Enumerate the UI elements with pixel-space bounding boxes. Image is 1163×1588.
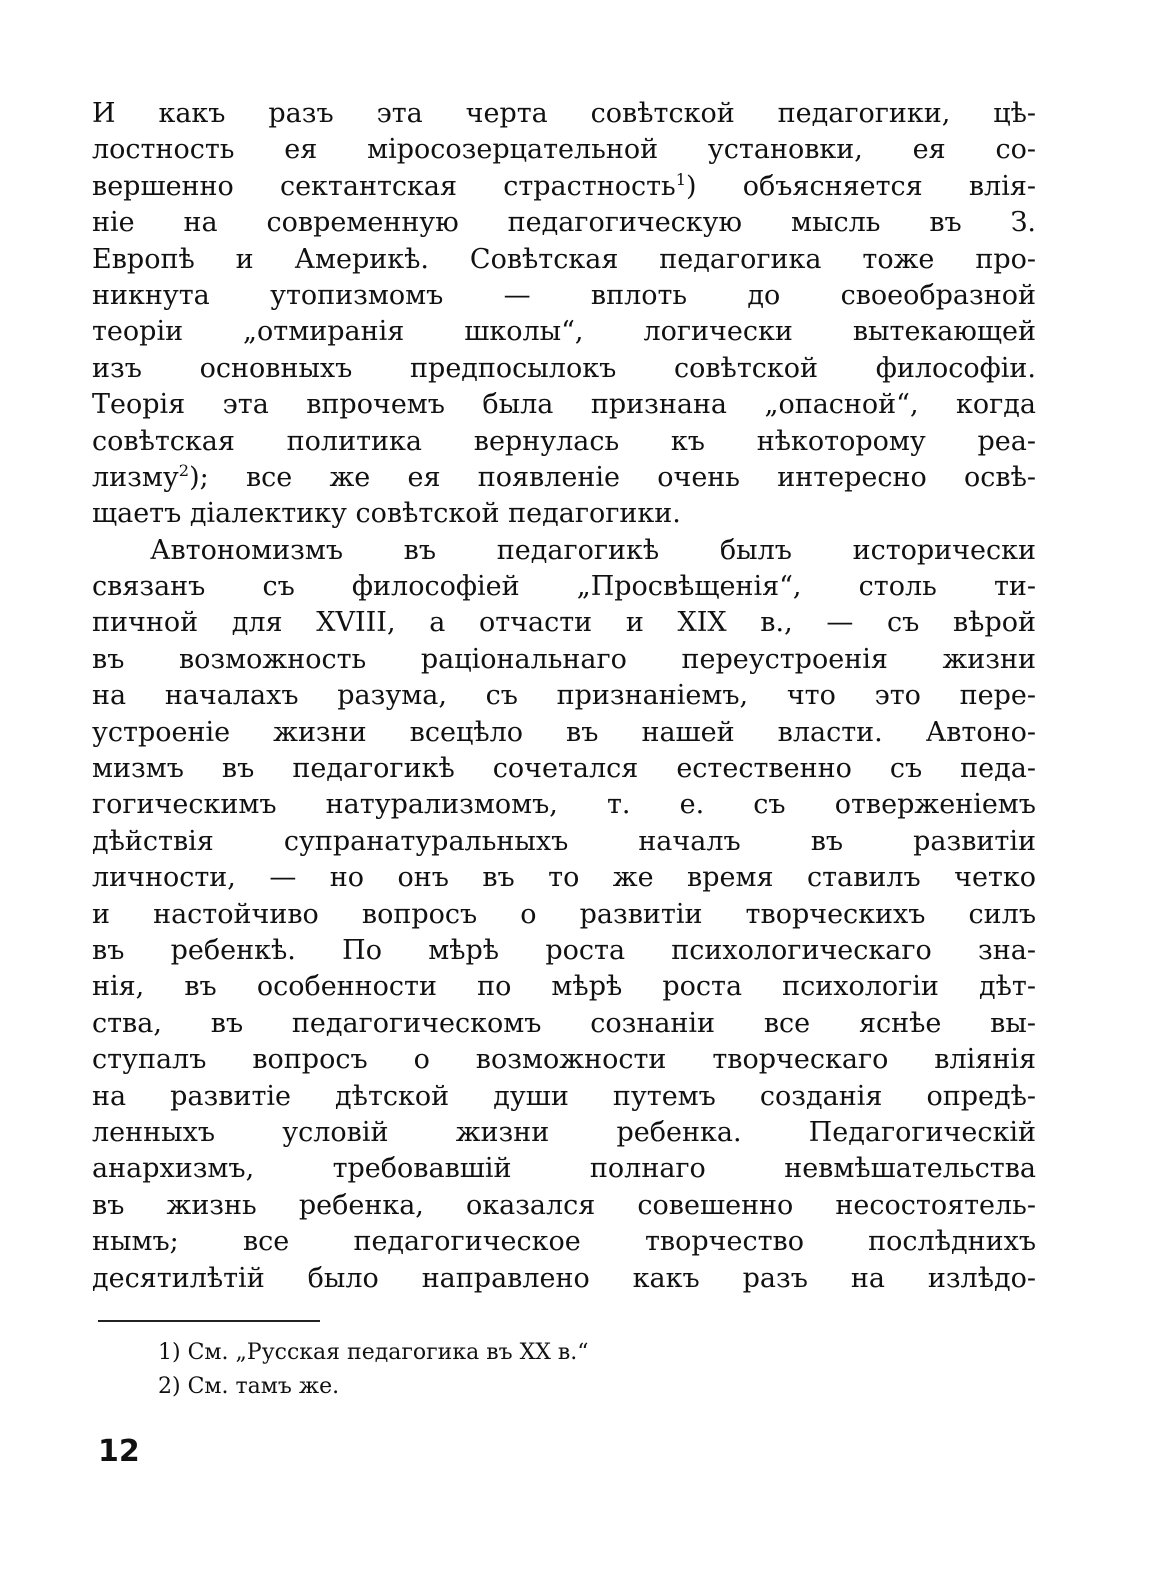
text-line: Теорія эта впрочемъ была признана „опасной“, когда (92, 389, 1036, 421)
body-text (92, 96, 1036, 1297)
text-line: никнута утопизмомъ — вплоть до своеобразной (92, 279, 1036, 311)
text-line: въ ребенкѣ. По мѣрѣ роста психологическаго зна- (92, 934, 1036, 966)
text-line: личности, — но онъ въ то же время ставилъ четко (92, 862, 1036, 894)
text-line: совѣтская политика вернулась къ нѣкоторому реа- (92, 425, 1036, 457)
text-line: въ жизнь ребенка, оказался совешенно несостоятель- (92, 1189, 1036, 1221)
text-line-indented: Автономизмъ въ педагогикѣ былъ исторически (150, 534, 1036, 566)
text-line: ніе на современную педагогическую мысль въ З. (92, 207, 1036, 239)
footnote-2: 2) См. тамъ же. (158, 1374, 340, 1399)
footnote-1: 1) См. „Русская педагогика въ XX в.“ (158, 1340, 589, 1365)
text-line: гогическимъ натурализмомъ, т. е. съ отверженіемъ (92, 789, 1036, 821)
text-line (92, 460, 1036, 496)
text-line: дѣйствія супранатуральныхъ началъ въ развитіи (92, 825, 1036, 857)
footnote-divider (98, 1320, 320, 1322)
text-line: изъ основныхъ предпосылокъ совѣтской философіи. (92, 352, 1036, 384)
footnote-ref: 1 (675, 169, 687, 189)
text-line: мизмъ въ педагогикѣ сочетался естественно съ педа- (92, 753, 1036, 785)
text-line: нія, въ особенности по мѣрѣ роста психологіи дѣт- (92, 971, 1036, 1003)
text-line: и настойчиво вопросъ о развитіи творческихъ силъ (92, 898, 1036, 930)
footnote-ref: 2 (178, 460, 190, 480)
text-line: устроеніе жизни всецѣло въ нашей власти. Автоно- (92, 716, 1036, 748)
text-line: лостность ея міросозерцательной установки, ея со- (92, 134, 1036, 166)
text-line: И какъ разъ эта черта совѣтской педагогики, цѣ- (92, 98, 1036, 129)
text-line: пичной для XVIII, а отчасти и XIX в., — съ вѣрой (92, 607, 1036, 639)
text-line: десятилѣтій было направлено какъ разъ на излѣдо- (92, 1262, 1036, 1294)
text-line: анархизмъ, требовавшій полнаго невмѣшательства (92, 1153, 1036, 1185)
text-segment: ) объясняется влія- (686, 170, 1036, 202)
text-line: ленныхъ условій жизни ребенка. Педагогическій (92, 1116, 1036, 1148)
text-line: въ возможность раціональнаго переустроенія жизни (92, 643, 1036, 675)
text-line: Европѣ и Америкѣ. Совѣтская педагогика тоже про- (92, 243, 1036, 275)
text-line: щаетъ діалектику совѣтской педагогики. (92, 498, 681, 530)
text-line: нымъ; все педагогическое творчество послѣднихъ (92, 1226, 1036, 1258)
text-line: на началахъ разума, съ признаніемъ, что это пере- (92, 680, 1036, 712)
text-line: ства, въ педагогическомъ сознаніи все яснѣе вы- (92, 1007, 1036, 1039)
text-segment: ); все же ея появленіе очень интересно освѣ- (189, 461, 1036, 493)
footnotes (158, 1336, 858, 1404)
text-line: связанъ съ философіей „Просвѣщенія“, столь ти- (92, 571, 1036, 603)
text-line: на развитіе дѣтской души путемъ созданія опредѣ- (92, 1080, 1036, 1112)
text-line: ступалъ вопросъ о возможности творческаго вліянія (92, 1044, 1036, 1076)
text-line (92, 169, 1036, 205)
text-segment: лизму (92, 461, 179, 493)
text-line: теоріи „отмиранія школы“, логически вытекающей (92, 316, 1036, 348)
text-segment: вершенно сектантская страстность (92, 170, 676, 202)
page-number: 12 (98, 1434, 140, 1469)
